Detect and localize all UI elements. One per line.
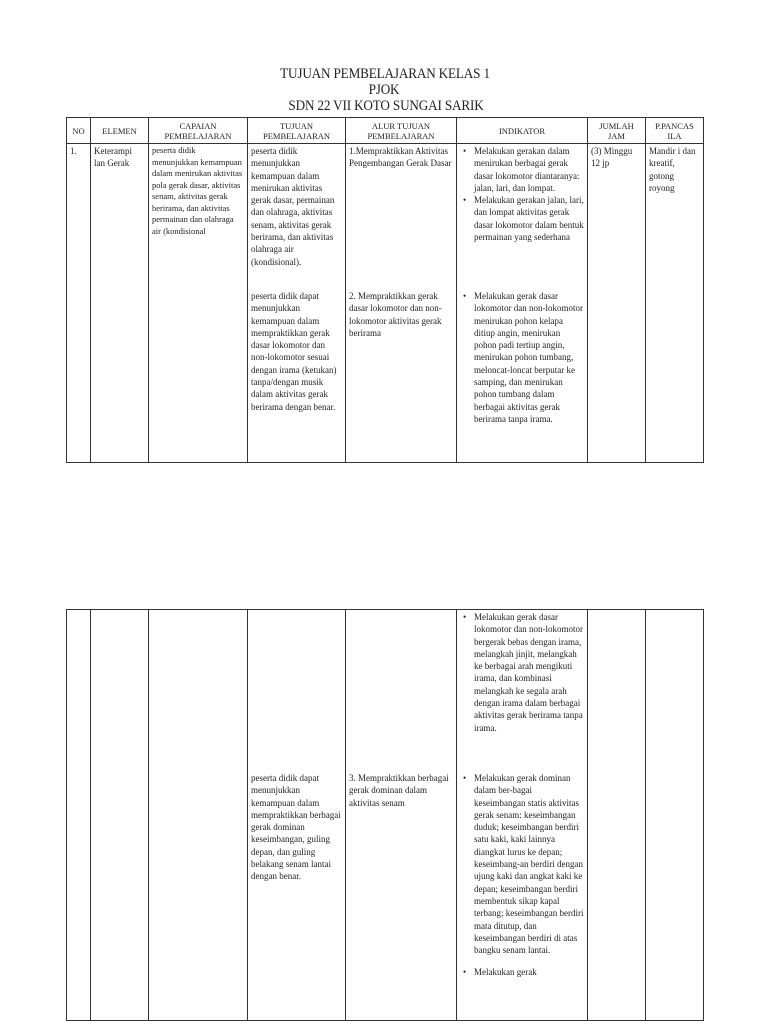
table-header-row	[67, 118, 704, 144]
list-item: • Melakukan gerakan dalam menirukan berbagai gerak dasar lokomotor diantaranya: jalan, lari, dan lompat.	[474, 145, 584, 194]
cell-tujuan: peserta didik menunjukkan kemampuan dalam menirukan aktivitas gerak dasar, permainan dan olahraga, aktivitas senam, aktivitas gerak berirama, dan aktivitas olahraga air (kondisional).	[248, 144, 346, 290]
cell-pancasila-empty	[646, 771, 704, 1021]
cell-alur-empty	[346, 610, 457, 772]
cell-alur: 2. Mempraktikkan gerak dasar lokomotor dan non-lokomotor aktivitas gerak berirama	[346, 289, 457, 463]
cell-tujuan: peserta didik dapat menunjukkan kemampuan dalam mempraktikkan berbagai gerak dominan keseimbangan, guling depan, dan guling belakang senam lantai dengan benar.	[248, 771, 346, 1021]
cell-alur: 3. Mempraktikkan berbagai gerak dominan dalam aktivitas senam	[346, 771, 457, 1021]
indikator-list	[460, 611, 584, 734]
cell-indikator	[457, 144, 588, 290]
cell-no-empty	[67, 610, 91, 772]
indikator-list	[460, 772, 584, 979]
cell-tujuan-empty	[248, 610, 346, 772]
header-no: NO	[67, 118, 91, 144]
cell-capaian-empty	[149, 610, 248, 772]
cell-tujuan: peserta didik dapat menunjukkan kemampuan dalam mempraktikkan gerak dasar lokomotor dan non-lokomotor sesuai dengan irama (ketukan) tanpa/dengan musik dalam aktivitas gerak berirama dengan benar.	[248, 289, 346, 463]
cell-indikator	[457, 289, 588, 463]
indikator-list	[460, 145, 584, 243]
list-item: • Melakukan gerakan jalan, lari, dan lompat aktivitas gerak dasar lokomotor dalam bentuk permainan yang sederhana	[474, 194, 584, 243]
cell-pancasila-empty	[646, 289, 704, 463]
cell-alur: 1.Mempraktikkan Aktivitas Pengembangan Gerak Dasar	[346, 144, 457, 290]
header-alur: ALUR TUJUAN PEMBELAJARAN	[346, 118, 457, 144]
learning-objectives-table-page-1	[66, 117, 704, 463]
cell-indikator	[457, 610, 588, 772]
table-row	[67, 610, 704, 772]
cell-capaian-empty	[149, 289, 248, 463]
table-row	[67, 289, 704, 463]
cell-pancasila: Mandir i dan kreatif, gotong royong	[646, 144, 704, 290]
cell-jumlah-empty	[588, 289, 646, 463]
header-tujuan: TUJUAN PEMBELAJARAN	[248, 118, 346, 144]
indikator-list	[460, 290, 584, 425]
cell-jumlah-jam: (3) Minggu 12 jp	[588, 144, 646, 290]
cell-no: 1.	[67, 144, 91, 290]
list-item: • Melakukan gerak	[474, 966, 584, 978]
cell-elemen: Keterampi lan Gerak	[91, 144, 149, 290]
title-line-3: SDN 22 VII KOTO SUNGAI SARIK	[288, 98, 484, 114]
cell-pancasila-empty	[646, 610, 704, 772]
cell-capaian: peserta didik menunjukkan kemampuan dalam menirukan aktivitas pola gerak dasar, aktivitas senam, aktivitas gerak berirama, dan aktivitas permainan dan olahraga air (kondisional	[149, 144, 248, 290]
cell-elemen-empty	[91, 771, 149, 1021]
title-line-1: TUJUAN PEMBELAJARAN KELAS 1	[280, 66, 490, 82]
cell-elemen-empty	[91, 610, 149, 772]
table-row	[67, 144, 704, 290]
document-title-block	[0, 66, 768, 114]
list-item: • Melakukan gerak dasar lokomotor dan non-lokomotor menirukan pohon kelapa ditiup angin, menirukan pohon padi tertiup angin, menirukan pohon tumbang, meloncat-loncat berputar ke samping, dan menirukan pohon tumbang dalam berbagai aktivitas gerak berirama tanpa irama.	[474, 290, 584, 425]
header-capaian: CAPAIAN PEMBELAJARAN	[149, 118, 248, 144]
list-item: • Melakukan gerak dasar lokomotor dan non-lokomotor bergerak bebas dengan irama, melangkah jinjit, melangkah ke berbagai arah mengikuti irama, dan kombinasi melangkah ke segala arah dengan irama dalam berbagai aktivitas gerak berirama tanpa irama.	[474, 611, 584, 734]
list-item: • Melakukan gerak dominan dalam ber-bagai keseimbangan statis aktivitas gerak senam: keseimbangan duduk; keseimbangan berdiri satu kaki, kaki lainnya diangkat lurus ke depan; keseimbang-an berdiri dengan ujung kaki dan angkat kaki ke depan; keseimbangan berdiri membentuk sikap kapal terbang; keseimbangan berdiri mata ditutup, dan keseimbangan berdiri di atas bangku senam lantai.	[474, 772, 584, 956]
cell-elemen-empty	[91, 289, 149, 463]
cell-capaian-empty	[149, 771, 248, 1021]
cell-no-empty	[67, 771, 91, 1021]
cell-indikator	[457, 771, 588, 1021]
cell-jumlah-empty	[588, 610, 646, 772]
learning-objectives-table-page-2	[66, 609, 704, 1021]
header-indikator: INDIKATOR	[457, 118, 588, 144]
header-jumlah-jam: JUMLAH JAM	[588, 118, 646, 144]
header-pancasila: P.PANCAS ILA	[646, 118, 704, 144]
table-row	[67, 771, 704, 1021]
title-line-2: PJOK	[368, 82, 400, 98]
cell-jumlah-empty	[588, 771, 646, 1021]
header-elemen: ELEMEN	[91, 118, 149, 144]
cell-no-empty	[67, 289, 91, 463]
